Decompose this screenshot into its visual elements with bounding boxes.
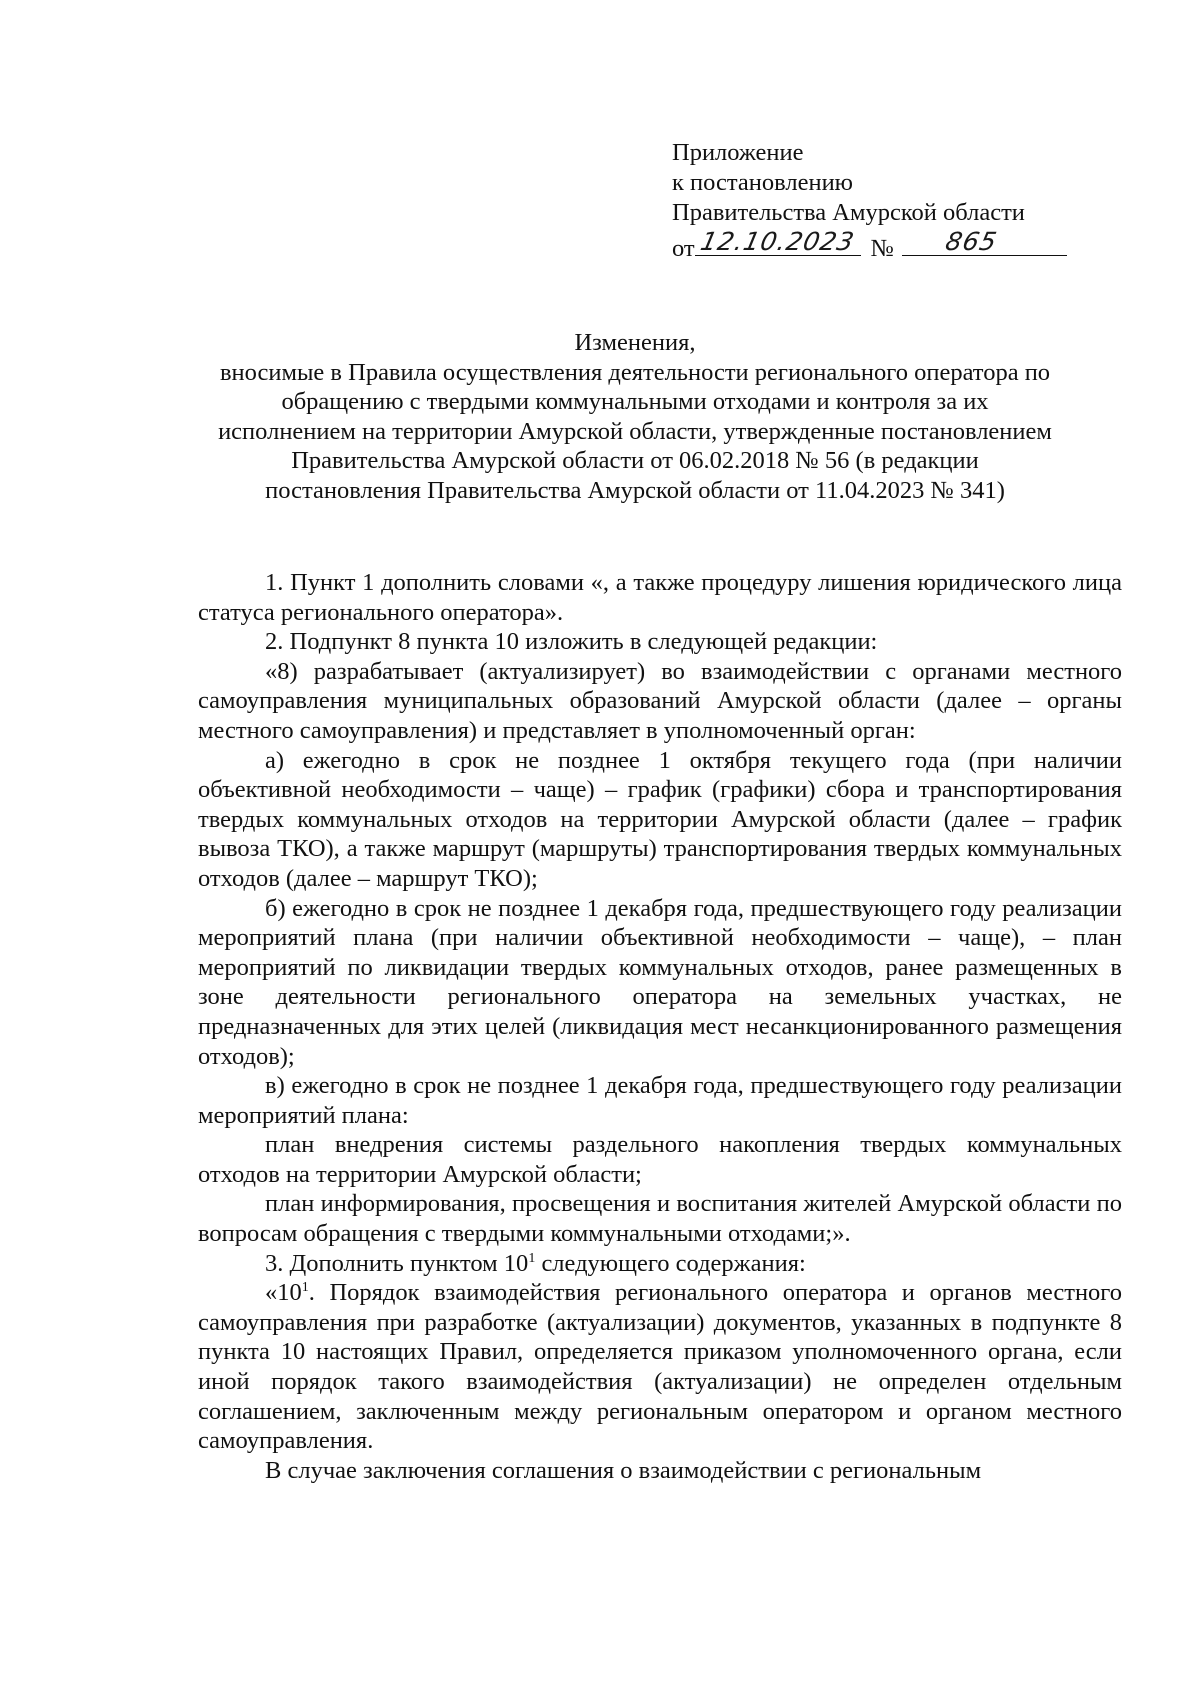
appendix-title: Приложение <box>672 139 804 166</box>
title-line-2: вносимые в Правила осуществления деятельности регионального оператора по <box>219 358 1051 386</box>
paragraph-10 <box>198 1278 1122 1456</box>
appendix-authority: Правительства Амурской области <box>672 199 1025 226</box>
paragraph-9-text-a: 3. Дополнить пунктом 10 <box>265 1249 529 1277</box>
appendix-block <box>672 138 1092 262</box>
handwritten-date: 12.10.2023 <box>697 227 857 256</box>
date-prefix: от <box>672 235 695 262</box>
paragraph-2: 2. Подпункт 8 пункта 10 изложить в следующей редакции: <box>265 628 878 656</box>
paragraph-9 <box>198 1249 1122 1279</box>
paragraph-10-text-a: «10 <box>265 1279 302 1307</box>
paragraph-10-text-b: . Порядок взаимодействия регионального оператора и органов местного самоуправления при разработке (актуализации) документов, указанных в подпункте 8 пункта 10 настоящих Правил, определяется приказом уполномоченного органа, если иной порядок такого взаимодействия (актуализации) не определен отдельным соглашением, заключенным между региональным оператором и органом местного самоуправления. <box>198 1279 1122 1455</box>
number-field <box>902 228 1067 256</box>
paragraph-9-text-b: следующего содержания: <box>535 1249 806 1277</box>
paragraph-11: В случае заключения соглашения о взаимодействии с региональным <box>265 1456 982 1484</box>
paragraph-8: план информирования, просвещения и воспитания жителей Амурской области по вопросам обращения с твердыми коммунальными отходами;». <box>198 1190 1122 1248</box>
title-line-4: исполнением на территории Амурской области, утвержденные постановлением <box>218 417 1052 445</box>
paragraph-4: а) ежегодно в срок не позднее 1 октября текущего года (при наличии объективной необходимости – чаще) – график (графики) сбора и транспортирования твердых коммунальных отходов на территории Амурской области (далее – график вывоза ТКО), а также маршрут (маршруты) транспортирования твердых коммунальных отходов (далее – маршрут ТКО); <box>198 746 1122 892</box>
appendix-reference: к постановлению <box>672 169 853 196</box>
paragraph-7: план внедрения системы раздельного накопления твердых коммунальных отходов на территории Амурской области; <box>198 1131 1122 1188</box>
number-sign: № <box>870 235 895 262</box>
handwritten-number: 865 <box>943 227 1000 256</box>
title-line-6: постановления Правительства Амурской области от 11.04.2023 № 341) <box>265 476 1005 504</box>
date-field <box>695 228 861 256</box>
paragraph-1: 1. Пункт 1 дополнить словами «, а также процедуру лишения юридического лица статуса регионального оператора». <box>198 569 1122 626</box>
paragraph-6: в) ежегодно в срок не позднее 1 декабря года, предшествующего году реализации мероприятий плана: <box>198 1072 1122 1129</box>
title-line-5: Правительства Амурской области от 06.02.2018 № 56 (в редакции <box>291 447 979 474</box>
paragraph-9-superscript: 1 <box>528 1250 536 1266</box>
appendix-date-number-line <box>672 228 1092 262</box>
paragraph-3: «8) разрабатывает (актуализирует) во взаимодействии с органами местного самоуправления муниципальных образований Амурской области (далее – органы местного самоуправления) и представляет в уполномоченный орган: <box>198 657 1122 744</box>
title-line-3: обращению с твердыми коммунальными отходами и контроля за их <box>281 388 989 415</box>
document-body <box>198 568 1122 1485</box>
paragraph-5: б) ежегодно в срок не позднее 1 декабря года, предшествующего году реализации мероприятий плана (при наличии объективной необходимости – чаще), – план мероприятий по ликвидации твердых коммунальных отходов, ранее размещенных в зоне деятельности регионального оператора на земельных участках, не предназначенных для этих целей (ликвидация мест несанкционированного размещения отходов); <box>198 894 1122 1070</box>
document-title <box>150 328 1120 505</box>
title-heading: Изменения, <box>574 329 696 356</box>
paragraph-10-superscript: 1 <box>301 1280 309 1296</box>
